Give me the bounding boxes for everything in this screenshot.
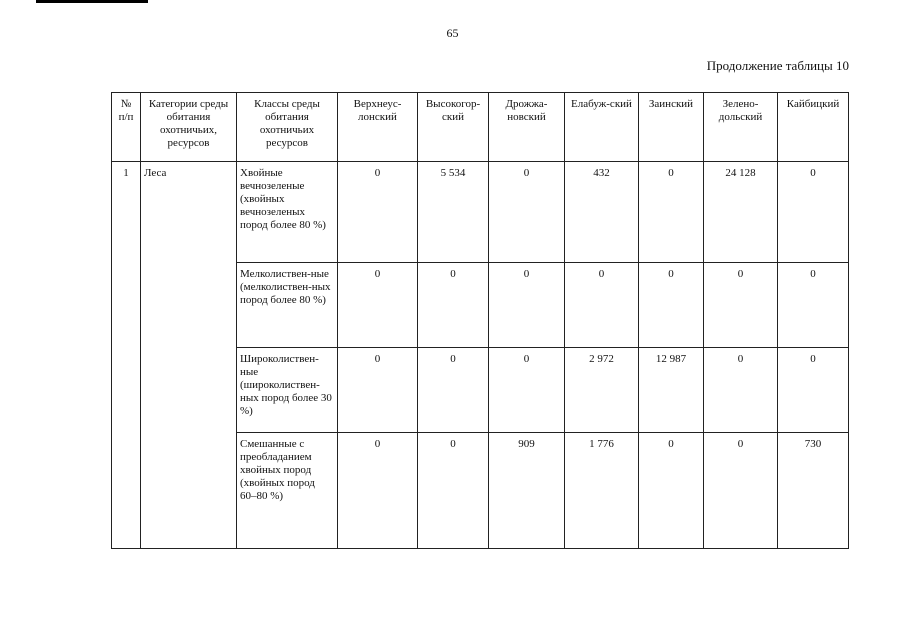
category-cell: Леса xyxy=(141,162,237,549)
header-cell-zainsky: Заинский xyxy=(639,93,704,162)
value-cell: 5 534 xyxy=(418,162,489,263)
value-cell: 0 xyxy=(639,162,704,263)
table-header-row xyxy=(112,93,849,162)
value-cell: 730 xyxy=(778,433,849,549)
value-cell: 2 972 xyxy=(565,348,639,433)
header-cell-class: Классы среды обитания охотничьих ресурсов xyxy=(237,93,338,162)
value-cell: 24 128 xyxy=(704,162,778,263)
header-cell-zelenodolsky: Зелено-дольский xyxy=(704,93,778,162)
class-cell: Смешанные с преобладанием хвойных пород (хвойных пород 60–80 %) xyxy=(237,433,338,549)
value-cell: 0 xyxy=(704,348,778,433)
value-cell: 0 xyxy=(338,162,418,263)
value-cell: 0 xyxy=(565,263,639,348)
value-cell: 0 xyxy=(639,263,704,348)
data-table xyxy=(111,92,849,549)
value-cell: 0 xyxy=(338,348,418,433)
value-cell: 0 xyxy=(489,263,565,348)
value-cell: 0 xyxy=(704,263,778,348)
value-cell: 0 xyxy=(338,263,418,348)
header-cell-verkhneuslonsky: Верхнеус-лонский xyxy=(338,93,418,162)
class-cell: Хвойные вечнозеленые (хвойных вечнозеленых пород более 80 %) xyxy=(237,162,338,263)
row-number-cell: 1 xyxy=(112,162,141,549)
value-cell: 909 xyxy=(489,433,565,549)
table-row xyxy=(112,162,849,263)
header-cell-elabuzhsky: Елабуж-ский xyxy=(565,93,639,162)
header-cell-drozhzhanovsky: Дрожжа-новский xyxy=(489,93,565,162)
value-cell: 0 xyxy=(639,433,704,549)
value-cell: 432 xyxy=(565,162,639,263)
class-cell: Широколиствен-ные (широколиствен-ных пород более 30 %) xyxy=(237,348,338,433)
page-number: 65 xyxy=(446,26,459,40)
header-cell-number: № п/п xyxy=(112,93,141,162)
value-cell: 0 xyxy=(489,348,565,433)
value-cell: 0 xyxy=(418,433,489,549)
value-cell: 12 987 xyxy=(639,348,704,433)
header-cell-category: Категории среды обитания охотничьих, ресурсов xyxy=(141,93,237,162)
value-cell: 0 xyxy=(418,263,489,348)
class-cell: Мелколиствен-ные (мелколиствен-ных пород более 80 %) xyxy=(237,263,338,348)
value-cell: 1 776 xyxy=(565,433,639,549)
value-cell: 0 xyxy=(704,433,778,549)
value-cell: 0 xyxy=(778,162,849,263)
value-cell: 0 xyxy=(778,348,849,433)
scan-corner-mark xyxy=(36,0,148,3)
value-cell: 0 xyxy=(418,348,489,433)
table-caption: Продолжение таблицы 10 xyxy=(706,58,849,73)
header-cell-vysokogorsky: Высокогор-ский xyxy=(418,93,489,162)
value-cell: 0 xyxy=(489,162,565,263)
value-cell: 0 xyxy=(338,433,418,549)
value-cell: 0 xyxy=(778,263,849,348)
header-cell-kaybitsky: Кайбицкий xyxy=(778,93,849,162)
